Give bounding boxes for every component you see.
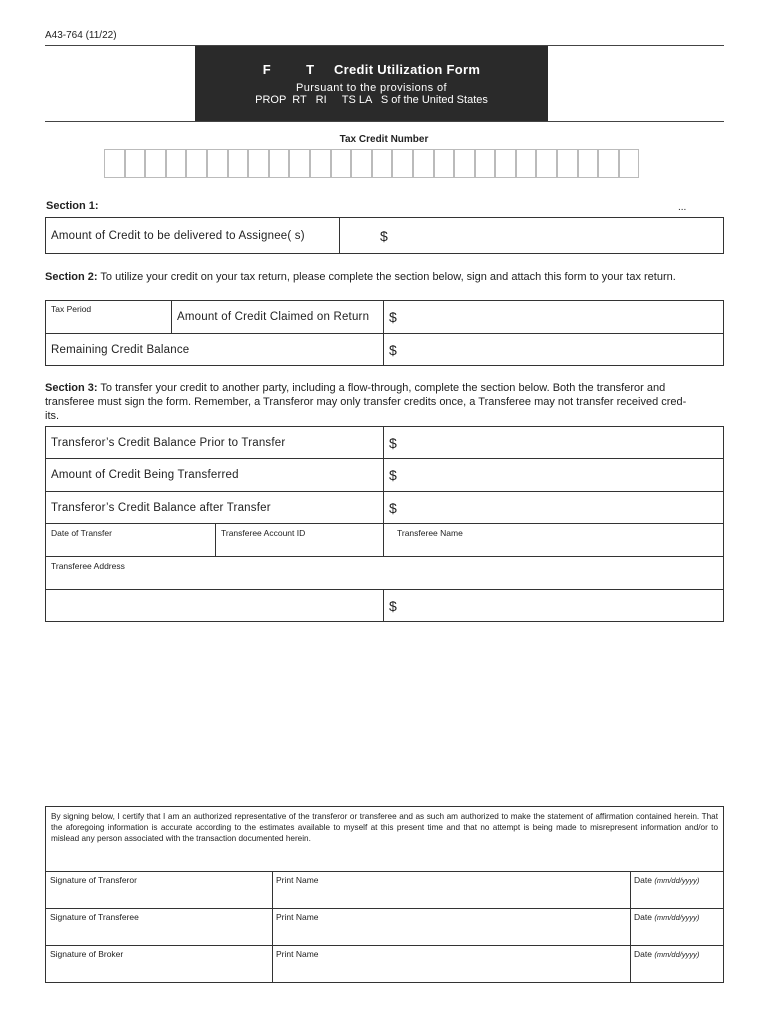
amount-transferred-label xyxy=(45,458,384,492)
banner-bottom-rule xyxy=(45,121,724,122)
form-title-banner xyxy=(195,46,548,121)
balance-after-label xyxy=(45,491,384,524)
form-title: F T Credit Utilization Form xyxy=(262,62,481,77)
section1-amount-label-text: Amount of Credit to be delivered to Assignee( s) xyxy=(51,229,305,242)
tax-credit-number-field[interactable] xyxy=(104,149,639,178)
divider xyxy=(272,872,273,909)
transferee-account-id-label: Transferee Account ID xyxy=(221,528,306,538)
tax-credit-digit-box[interactable] xyxy=(166,149,187,178)
tax-credit-digit-box[interactable] xyxy=(289,149,310,178)
tax-credit-digit-box[interactable] xyxy=(598,149,619,178)
tax-credit-digit-box[interactable] xyxy=(228,149,249,178)
certification-box xyxy=(45,806,724,983)
tax-credit-digit-box[interactable] xyxy=(104,149,125,178)
tax-credit-digit-box[interactable] xyxy=(331,149,352,178)
date-of-transfer-field[interactable] xyxy=(45,523,216,557)
tax-credit-digit-box[interactable] xyxy=(516,149,537,178)
section1-title: Section 1: xyxy=(46,200,99,212)
divider xyxy=(630,946,631,983)
balance-prior-label-text: Transferor’s Credit Balance Prior to Transfer xyxy=(51,436,286,449)
transferee-signature-row[interactable] xyxy=(46,908,723,945)
section3-instructions xyxy=(45,381,725,423)
dollar-sign: $ xyxy=(389,499,397,516)
balance-prior-label xyxy=(45,426,384,459)
amount-claimed-label-text: Amount of Credit Claimed on Return xyxy=(177,311,370,323)
additional-amount-field[interactable] xyxy=(383,589,724,622)
divider xyxy=(630,872,631,909)
print-name-label: Print Name xyxy=(276,912,319,922)
divider xyxy=(272,909,273,946)
date-label-text: Date xyxy=(634,912,652,922)
tax-credit-digit-box[interactable] xyxy=(248,149,269,178)
amount-claimed-label xyxy=(171,300,384,334)
date-label xyxy=(634,875,699,885)
transferee-name-field[interactable] xyxy=(383,523,724,557)
tax-credit-digit-box[interactable] xyxy=(207,149,228,178)
certification-text: By signing below, I certify that I am an authorized representative of the transferor or transferee and as such am authorized to make the statement of affirmation contained herein. That the aforegoing information is accurate according to the estimates available to myself at this present time and that no attempt is being made to misrepresent information and/or to mislead any person associated with the transaction documented herein. xyxy=(51,812,718,843)
remaining-balance-label xyxy=(45,333,384,366)
tax-credit-digit-box[interactable] xyxy=(269,149,290,178)
section3-title: Section 3: xyxy=(45,382,98,394)
tax-credit-digit-box[interactable] xyxy=(475,149,496,178)
divider xyxy=(630,909,631,946)
remaining-balance-field[interactable] xyxy=(383,333,724,366)
dollar-sign: $ xyxy=(380,227,388,244)
section1-amount-label xyxy=(45,217,340,254)
transferee-account-id-field[interactable] xyxy=(215,523,384,557)
tax-credit-digit-box[interactable] xyxy=(619,149,640,178)
signature-label: Signature of Transferor xyxy=(50,875,137,885)
tax-credit-digit-box[interactable] xyxy=(536,149,557,178)
section3-text-line1: To transfer your credit to another party, including a flow-through, complete the section below. Both the transferor and xyxy=(97,382,666,394)
amount-claimed-field[interactable] xyxy=(383,300,724,334)
tax-credit-digit-box[interactable] xyxy=(145,149,166,178)
form-authority: PROP RT RI TS LA S of the United States xyxy=(255,94,488,106)
section3-text-line2: transferee must sign the form. Remember, a Transferor may only transfer credits once, a Transferee may not transfer received cred- xyxy=(45,396,687,408)
remaining-balance-label-text: Remaining Credit Balance xyxy=(51,343,190,356)
tax-period-field[interactable] xyxy=(45,300,172,334)
dollar-sign: $ xyxy=(389,467,397,483)
signature-label: Signature of Transferee xyxy=(50,912,139,922)
date-label xyxy=(634,912,699,922)
form-number: A43-764 (11/22) xyxy=(45,30,117,41)
tax-credit-digit-box[interactable] xyxy=(351,149,372,178)
dollar-sign: $ xyxy=(389,597,397,614)
section1-amount-field[interactable] xyxy=(339,217,724,254)
divider xyxy=(272,946,273,983)
section2-title: Section 2: xyxy=(45,271,98,283)
balance-prior-field[interactable] xyxy=(383,426,724,459)
section1-ellipsis: ... xyxy=(678,202,687,213)
tax-credit-digit-box[interactable] xyxy=(372,149,393,178)
date-of-transfer-label: Date of Transfer xyxy=(51,528,112,538)
tax-credit-digit-box[interactable] xyxy=(495,149,516,178)
date-label-text: Date xyxy=(634,949,652,959)
dollar-sign: $ xyxy=(389,309,397,325)
broker-signature-row[interactable] xyxy=(46,945,723,982)
tax-credit-digit-box[interactable] xyxy=(454,149,475,178)
section3-text-line3: its. xyxy=(45,410,60,422)
date-label xyxy=(634,949,699,959)
transferor-signature-row[interactable] xyxy=(46,871,723,908)
date-format-hint: (mm/dd/yyyy) xyxy=(654,876,700,885)
balance-after-label-text: Transferor’s Credit Balance after Transfer xyxy=(51,501,271,514)
tax-credit-digit-box[interactable] xyxy=(413,149,434,178)
transferee-address-field[interactable] xyxy=(45,556,724,590)
date-format-hint: (mm/dd/yyyy) xyxy=(654,913,700,922)
transferee-name-label: Transferee Name xyxy=(397,528,463,538)
date-format-hint: (mm/dd/yyyy) xyxy=(654,950,700,959)
form-subtitle: Pursuant to the provisions of xyxy=(295,82,447,94)
tax-credit-digit-box[interactable] xyxy=(186,149,207,178)
tax-period-label: Tax Period xyxy=(51,304,92,314)
print-name-label: Print Name xyxy=(276,875,319,885)
section2-text: To utilize your credit on your tax return, please complete the section below, sign and attach this form to your tax return. xyxy=(97,271,676,283)
section2-instructions xyxy=(45,270,725,284)
tax-credit-digit-box[interactable] xyxy=(310,149,331,178)
tax-credit-digit-box[interactable] xyxy=(125,149,146,178)
tax-credit-number-label: Tax Credit Number xyxy=(339,134,429,145)
tax-credit-digit-box[interactable] xyxy=(434,149,455,178)
transferee-address-label: Transferee Address xyxy=(51,561,125,571)
amount-transferred-field[interactable] xyxy=(383,458,724,492)
dollar-sign: $ xyxy=(389,341,397,358)
tax-credit-digit-box[interactable] xyxy=(578,149,599,178)
dollar-sign: $ xyxy=(389,434,397,451)
print-name-label: Print Name xyxy=(276,949,319,959)
additional-entry-field[interactable] xyxy=(45,589,384,622)
tax-credit-digit-box[interactable] xyxy=(392,149,413,178)
date-label-text: Date xyxy=(634,875,652,885)
signature-label: Signature of Broker xyxy=(50,949,124,959)
tax-credit-digit-box[interactable] xyxy=(557,149,578,178)
balance-after-field[interactable] xyxy=(383,491,724,524)
amount-transferred-label-text: Amount of Credit Being Transferred xyxy=(51,469,239,481)
